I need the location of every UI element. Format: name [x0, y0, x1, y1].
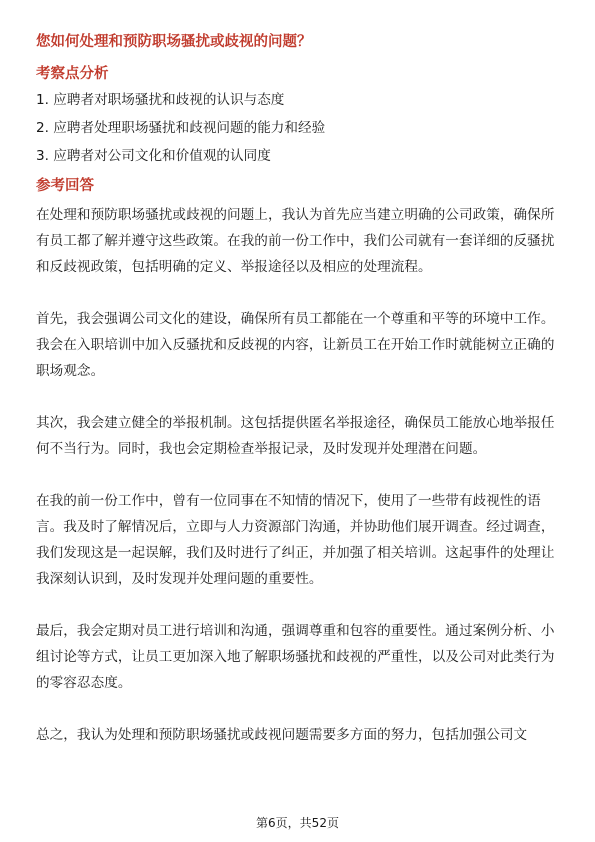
analysis-point: 2. 应聘者处理职场骚扰和歧视问题的能力和经验 [36, 120, 326, 136]
answer-paragraph: 在我的前一份工作中，曾有一位同事在不知情的情况下，使用了一些带有歧视性的语言。我及时了解情况后，立即与人力资源部门沟通，并协助他们展开调查。经过调查，我们发现这是一起误解，我们及时进行了纠正，并加强了相关培训。这起事件的处理让我深刻认识到，及时发现并处理问题的重要性。 [36, 493, 555, 587]
analysis-heading: 考察点分析 [36, 66, 109, 82]
answer-paragraph: 最后，我会定期对员工进行培训和沟通，强调尊重和包容的重要性。通过案例分析、小组讨论等方式，让员工更加深入地了解职场骚扰和歧视的严重性，以及公司对此类行为的零容忍态度。 [36, 623, 555, 691]
question-title: 您如何处理和预防职场骚扰或歧视的问题？ [36, 34, 312, 50]
answer-paragraph: 在处理和预防职场骚扰或歧视的问题上，我认为首先应当建立明确的公司政策，确保所有员工都了解并遵守这些政策。在我的前一份工作中，我们公司就有一套详细的反骚扰和反歧视政策，包括明确的定义、举报途径以及相应的处理流程。 [36, 207, 555, 275]
document-page [36, 32, 560, 748]
analysis-point: 3. 应聘者对公司文化和价值观的认同度 [36, 148, 271, 164]
answer-paragraph: 总之，我认为处理和预防职场骚扰或歧视问题需要多方面的努力，包括加强公司文 [36, 727, 528, 743]
answer-heading: 参考回答 [36, 178, 94, 194]
analysis-point: 1. 应聘者对职场骚扰和歧视的认识与态度 [36, 92, 285, 108]
page-number-footer: 第6页，共52页 [256, 816, 339, 830]
answer-body [36, 202, 560, 748]
answer-paragraph: 首先，我会强调公司文化的建设，确保所有员工都能在一个尊重和平等的环境中工作。我会在入职培训中加入反骚扰和反歧视的内容，让新员工在开始工作时就能树立正确的职场观念。 [36, 311, 555, 379]
analysis-points-list [36, 90, 560, 166]
answer-paragraph: 其次，我会建立健全的举报机制。这包括提供匿名举报途径，确保员工能放心地举报任何不当行为。同时，我也会定期检查举报记录，及时发现并处理潜在问题。 [36, 415, 555, 457]
